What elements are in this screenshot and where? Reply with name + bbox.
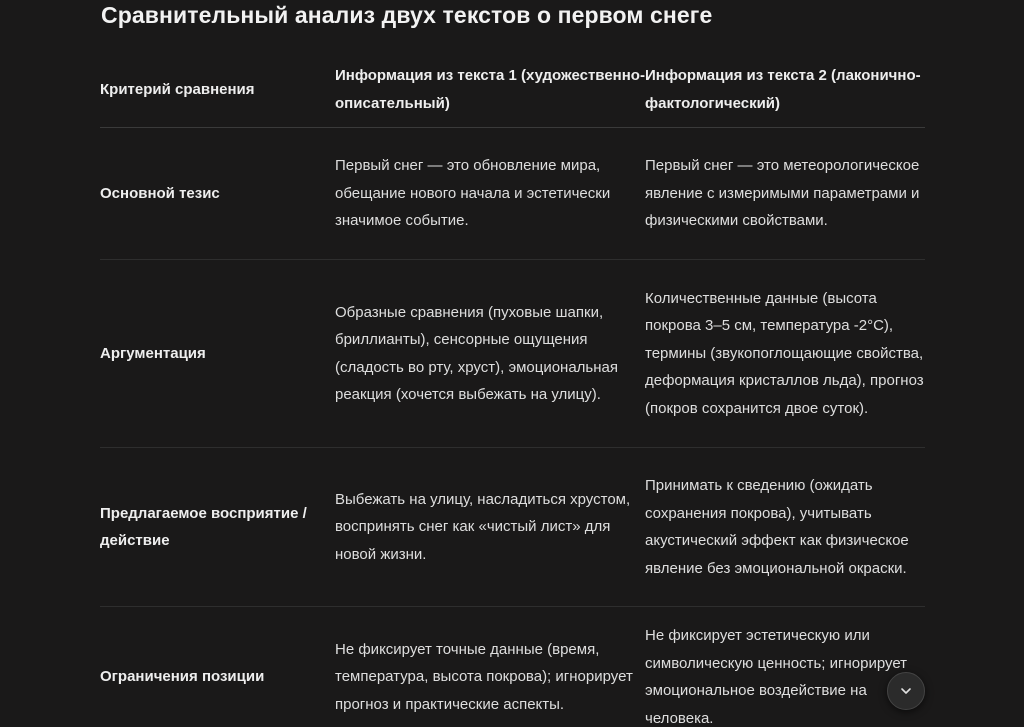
table-row: [100, 607, 925, 727]
text2-cell: Количественные данные (высота покрова 3–5 см, температура -2°C), термины (звукопоглощающие свойства, деформация кристаллов льда), прогноз (покров сохранится двое суток).: [645, 260, 925, 448]
column-header-text1: Информация из текста 1 (художественно-описательный): [335, 52, 645, 128]
table-row: [100, 448, 925, 607]
text1-cell: Не фиксирует точные данные (время, температура, высота покрова); игнорирует прогноз и практические аспекты.: [335, 607, 645, 727]
column-header-criterion: Критерий сравнения: [100, 52, 335, 128]
criterion-cell: Предлагаемое восприятие / действие: [100, 448, 335, 607]
table-header-row: [100, 52, 925, 128]
table-row: [100, 260, 925, 448]
comparison-table: [100, 52, 925, 727]
scroll-to-bottom-button[interactable]: [887, 672, 925, 710]
text1-cell: Образные сравнения (пуховые шапки, бриллианты), сенсорные ощущения (сладость во рту, хруст), эмоциональная реакция (хочется выбежать на улицу).: [335, 260, 645, 448]
table-row: [100, 128, 925, 260]
text2-cell: Принимать к сведению (ожидать сохранения покрова), учитывать акустический эффект как физическое явление без эмоциональной окраски.: [645, 448, 925, 607]
chevron-down-icon: [899, 684, 913, 698]
criterion-cell: Аргументация: [100, 260, 335, 448]
text1-cell: Первый снег — это обновление мира, обещание нового начала и эстетически значимое событие.: [335, 128, 645, 260]
criterion-cell: Основной тезис: [100, 128, 335, 260]
text2-cell: Не фиксирует эстетическую или символическую ценность; игнорирует эмоциональное воздействие на человека.: [645, 607, 925, 727]
text2-cell: Первый снег — это метеорологическое явление с измеримыми параметрами и физическими свойствами.: [645, 128, 925, 260]
page-title: Сравнительный анализ двух текстов о первом снеге: [101, 2, 713, 28]
column-header-text2: Информация из текста 2 (лаконично-фактологический): [645, 52, 925, 128]
text1-cell: Выбежать на улицу, насладиться хрустом, воспринять снег как «чистый лист» для новой жизни.: [335, 448, 645, 607]
criterion-cell: Ограничения позиции: [100, 607, 335, 727]
